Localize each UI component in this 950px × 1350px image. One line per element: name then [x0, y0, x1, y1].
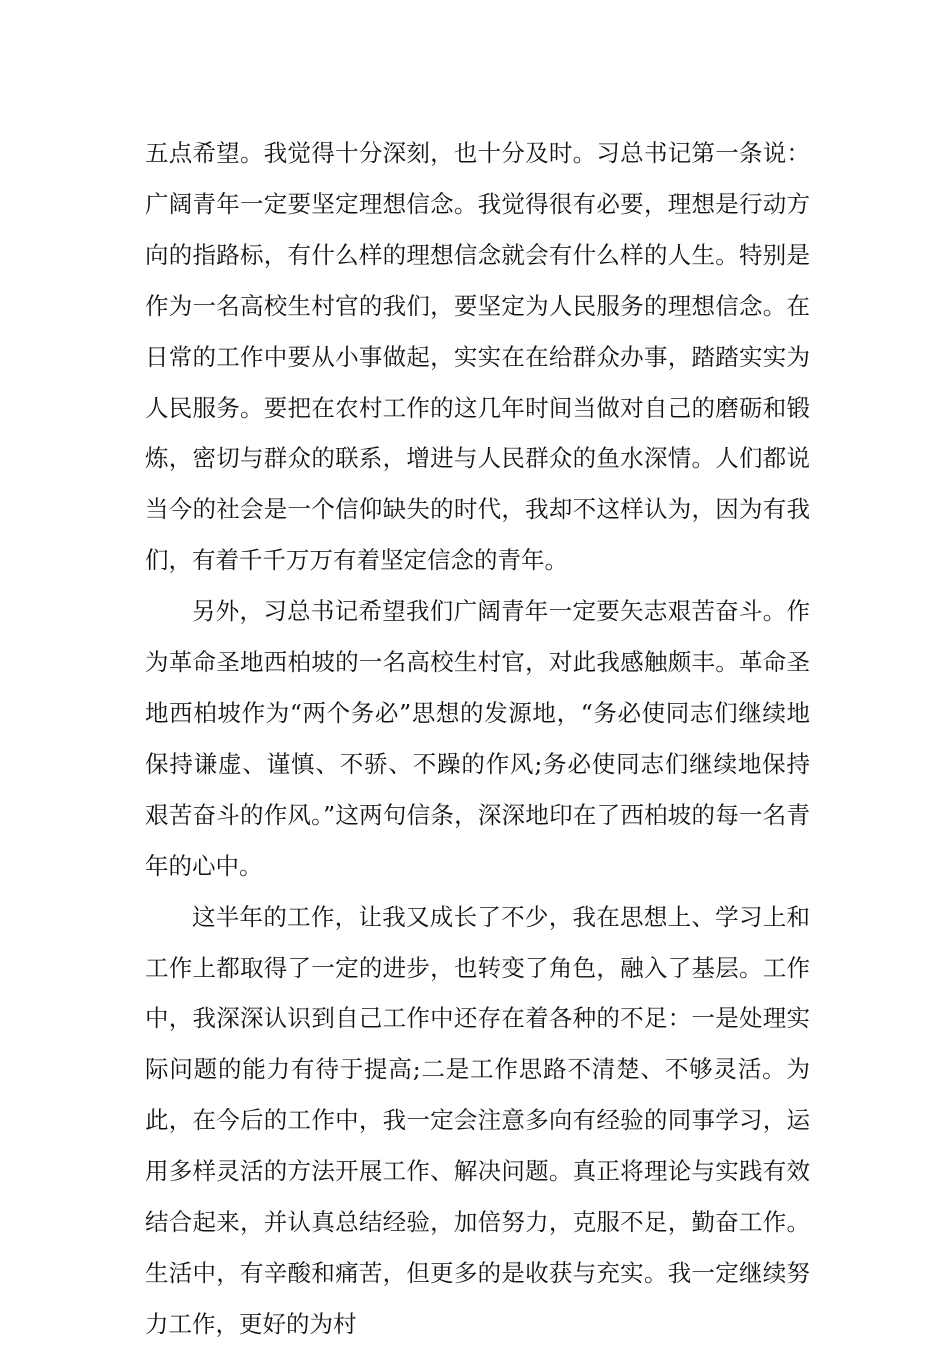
- paragraph-3: 这半年的工作，让我又成长了不少，我在思想上、学习上和工作上都取得了一定的进步，也转变了角色，融入了基层。工作中，我深深认识到自己工作中还存在着各种的不足：一是处理实际问题的能力有待于提高;二是工作思路不清楚、不够灵活。为此，在今后的工作中，我一定会注意多向有经验的同事学习，运用多样灵活的方法开展工作、解决问题。真正将理论与实践有效结合起来，并认真总结经验，加倍努力，克服不足，勤奋工作。生活中，有辛酸和痛苦，但更多的是收获与充实。我一定继续努力工作，更好的为村: [145, 902, 810, 1338]
- paragraph-2: 另外，习总书记希望我们广阔青年一定要矢志艰苦奋斗。作为革命圣地西柏坡的一名高校生村官，对此我感触颇丰。革命圣地西柏坡作为“两个务必”思想的发源地，“务必使同志们继续地保持谦虚、谨慎、不骄、不躁的作风;务必使同志们继续地保持艰苦奋斗的作风。”这两句信条，深深地印在了西柏坡的每一名青年的心中。: [145, 597, 810, 880]
- body-text: [145, 128, 810, 1350]
- paragraph-1: 五点希望。我觉得十分深刻，也十分及时。习总书记第一条说：广阔青年一定要坚定理想信念。我觉得很有必要，理想是行动方向的指路标，有什么样的理想信念就会有什么样的人生。特别是作为一名高校生村官的我们，要坚定为人民服务的理想信念。在日常的工作中要从小事做起，实实在在给群众办事，踏踏实实为人民服务。要把在农村工作的这几年时间当做对自己的磨砺和锻炼，密切与群众的联系，增进与人民群众的鱼水深情。人们都说当今的社会是一个信仰缺失的时代，我却不这样认为，因为有我们，有着千千万万有着坚定信念的青年。: [145, 139, 810, 575]
